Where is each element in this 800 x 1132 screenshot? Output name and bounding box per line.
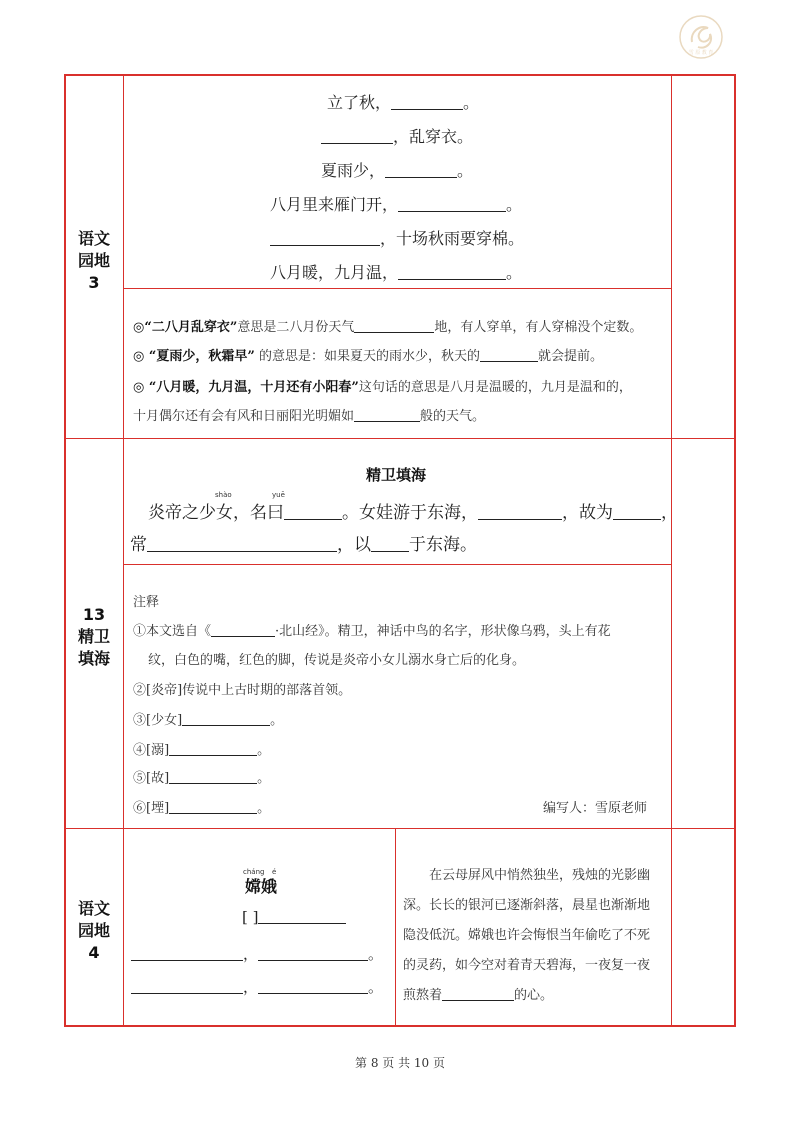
- answer-blank[interactable]: [270, 229, 380, 246]
- section-label-yuwen-4: 语文 园地 4: [77, 899, 110, 962]
- answer-blank[interactable]: [131, 977, 243, 994]
- proverb-line-3: 夏雨少， 。: [321, 161, 474, 180]
- grid-line: [124, 288, 671, 289]
- passage-line-2: 常 ，以 于东海。: [130, 535, 477, 555]
- answer-blank[interactable]: [169, 771, 257, 784]
- answer-blank[interactable]: [371, 535, 409, 552]
- annotation-1: ①本文选自《 ·北山经》。精卫，神话中鸟的名字，形状像乌鸦，头上有花: [133, 624, 611, 639]
- translation-line-1: 在云母屏风中悄然独坐，残烛的光影幽: [429, 868, 651, 883]
- proverb-line-2: ，乱穿衣。: [321, 124, 473, 147]
- answer-blank[interactable]: [169, 743, 257, 756]
- answer-blank[interactable]: [131, 944, 243, 961]
- section-label-jingwei: 13 精卫 填海: [77, 605, 110, 668]
- grid-line: [671, 75, 672, 1026]
- notes-heading: 注释: [133, 595, 160, 610]
- grid-line: [395, 829, 396, 1026]
- answer-blank[interactable]: [211, 624, 275, 637]
- note-3-cont: 十月偶尔还有会有风和日丽阳光明媚如 般的天气。: [133, 409, 486, 424]
- annotation-1-cont: 纹，白色的嘴，红色的脚，传说是炎帝小女儿溺水身亡后的化身。: [148, 653, 526, 668]
- section-label-yuwen-3: 语文 园地 3: [77, 229, 110, 292]
- poem-title: 嫦娥: [245, 877, 278, 896]
- grid-line: [124, 564, 671, 565]
- note-2: ◎ “夏雨少，秋霜早” 的意思是：如果夏天的雨水少，秋天的 就会提前。: [133, 349, 603, 364]
- grid-line: [123, 75, 124, 1026]
- annotation-2: ②[炎帝]传说中上古时期的部落首领。: [133, 683, 352, 698]
- grid-line: [65, 438, 735, 439]
- answer-blank[interactable]: [354, 320, 434, 333]
- answer-blank[interactable]: [480, 349, 538, 362]
- proverb-line-5: ，十场秋雨要穿棉。: [270, 226, 524, 249]
- translation-line-3: 隐没低沉。嫦娥也许会悔恨当年偷吃了不死: [403, 928, 651, 943]
- answer-blank[interactable]: [258, 944, 368, 961]
- answer-blank[interactable]: [478, 503, 562, 520]
- answer-blank[interactable]: [398, 263, 506, 280]
- answer-blank[interactable]: [442, 988, 514, 1001]
- annotation-5: ⑤[故] 。: [133, 771, 271, 786]
- proverb-line-1: 立了秋， 。: [327, 93, 480, 112]
- pinyin-yue: yuē: [272, 491, 285, 499]
- translation-line-4: 的灵药，如今空对着青天碧海，一夜复一夜: [403, 958, 651, 973]
- answer-blank[interactable]: [284, 503, 342, 520]
- passage-line-1: 炎帝之少女，名曰 。女娃游于东海， ，故为 ，: [148, 503, 678, 523]
- answer-blank[interactable]: [258, 907, 346, 924]
- author-credit: 编写人：雪原老师: [543, 801, 648, 816]
- answer-blank[interactable]: [391, 93, 463, 110]
- watermark-logo: [678, 14, 724, 60]
- poem-author-line: [ ]: [242, 907, 346, 926]
- annotation-3: ③[少女] 。: [133, 713, 284, 728]
- answer-blank[interactable]: [182, 713, 270, 726]
- answer-blank[interactable]: [613, 503, 661, 520]
- svg-text:雪 原 教 育: 雪 原 教 育: [688, 50, 714, 56]
- answer-blank[interactable]: [321, 127, 393, 144]
- pinyin-chang: cháng: [243, 868, 265, 876]
- poem-line-2: ， 。: [131, 976, 383, 997]
- pinyin-shao: shào: [215, 491, 232, 499]
- note-3: ◎ “八月暖，九月温，十月还有小阳春”这句话的意思是八月是温暖的，九月是温和的，: [133, 380, 632, 395]
- annotation-6: ⑥[堙] 。: [133, 801, 271, 816]
- translation-line-2: 深。长长的银河已逐渐斜落，晨星也渐渐地: [403, 898, 651, 913]
- answer-blank[interactable]: [147, 535, 337, 552]
- pinyin-e: é: [272, 868, 277, 876]
- annotation-4: ④[溺] 。: [133, 743, 271, 758]
- page-footer: 第 8 页 共 10 页: [355, 1056, 445, 1070]
- answer-blank[interactable]: [398, 195, 506, 212]
- proverb-line-6: 八月暖，九月温， 。: [270, 263, 523, 282]
- answer-blank[interactable]: [258, 977, 368, 994]
- poem-line-1: ， 。: [131, 943, 383, 964]
- passage-title: 精卫填海: [366, 466, 427, 484]
- answer-blank[interactable]: [354, 409, 420, 422]
- answer-blank[interactable]: [385, 161, 457, 178]
- proverb-line-4: 八月里来雁门开， 。: [270, 195, 523, 214]
- translation-line-5: 煎熬着 的心。: [403, 988, 554, 1003]
- grid-line: [65, 828, 735, 829]
- answer-blank[interactable]: [169, 801, 257, 814]
- note-1: ◎“二八月乱穿衣”意思是二八月份天气 地，有人穿单，有人穿棉没个定数。: [133, 320, 643, 335]
